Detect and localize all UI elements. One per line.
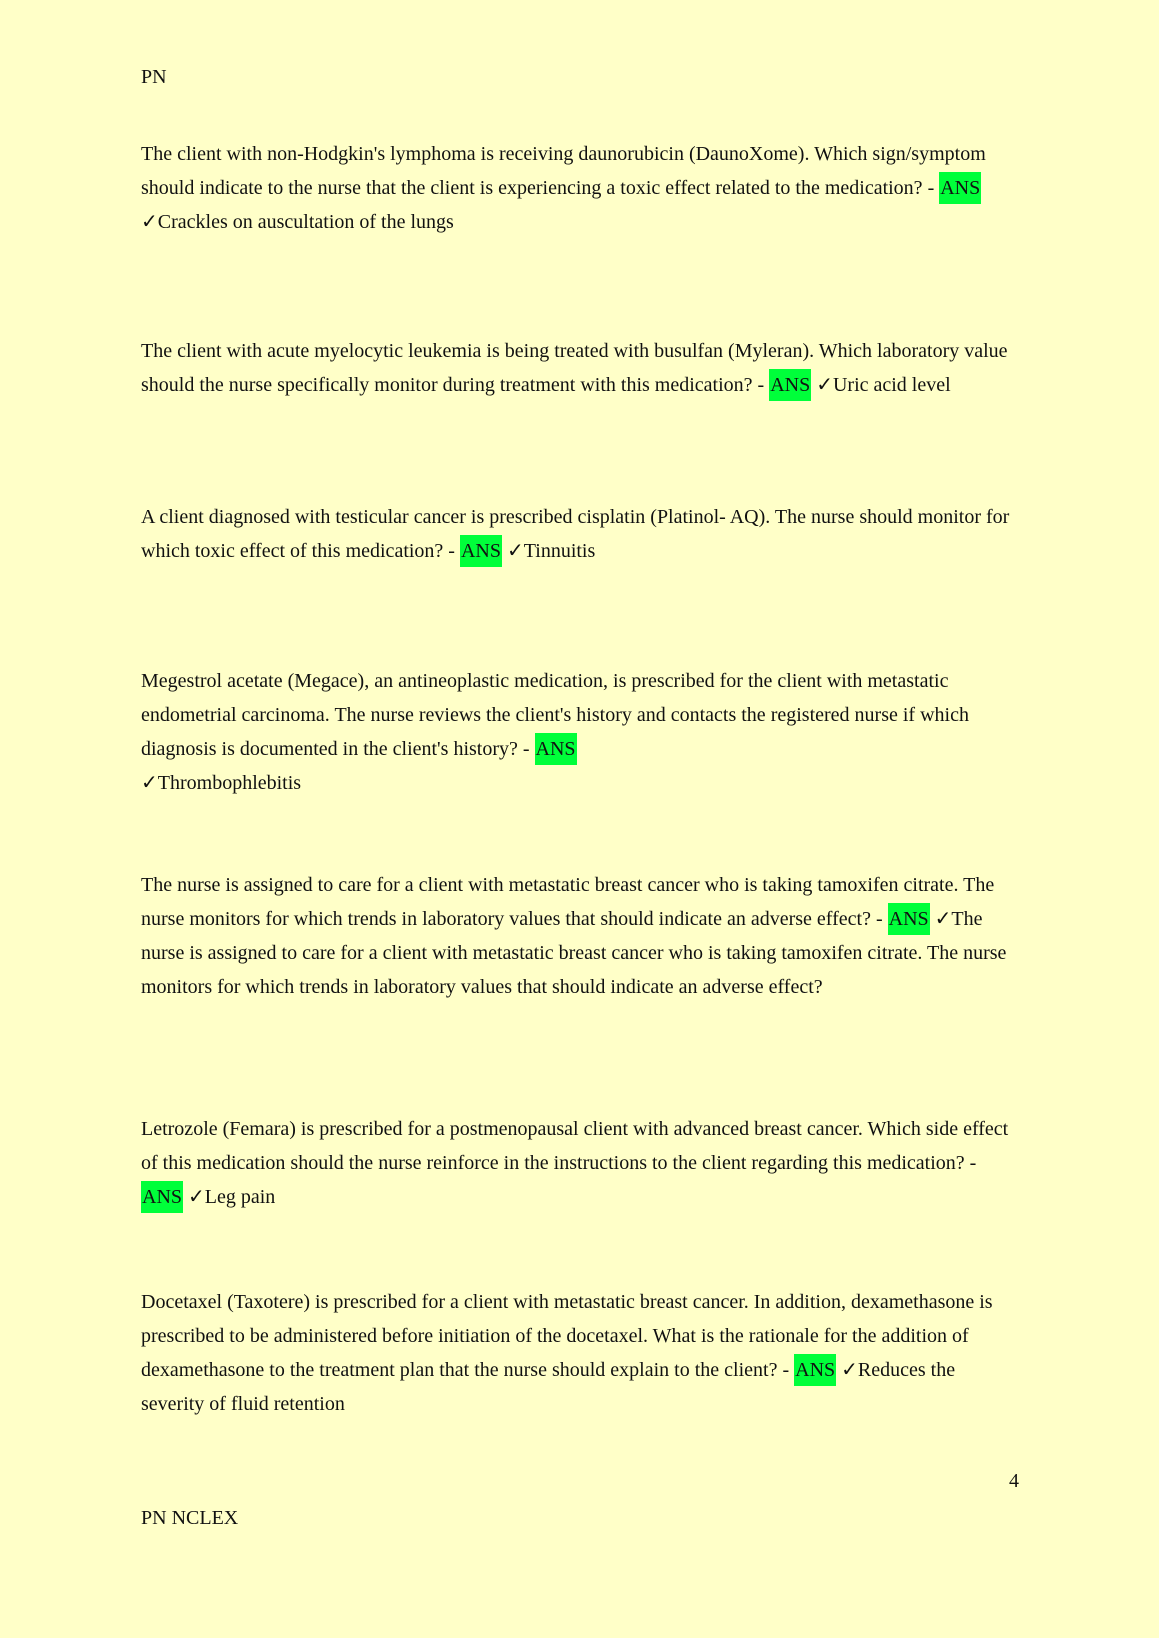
ans-highlight: ANS <box>460 535 502 567</box>
answer-text: ✓Tinnuitis <box>501 540 596 562</box>
answer-text: ✓Crackles on auscultation of the lungs <box>141 211 454 233</box>
qa-item <box>141 137 1021 239</box>
question-text: Letrozole (Femara) is prescribed for a postmenopausal client with advanced breast cancer. Which side effect of this medication should the nurse reinforce in the instructions to the client regarding this medication? - <box>141 1118 1009 1174</box>
question-text: The nurse is assigned to care for a client with metastatic breast cancer who is taking tamoxifen citrate. The nurse monitors for which trends in laboratory values that should indicate an adverse effect? - <box>141 874 995 930</box>
page-number: 4 <box>1009 1470 1019 1492</box>
answer-text: ✓The nurse is assigned to care for a client with metastatic breast cancer who is taking tamoxifen citrate. The nurse monitors for which trends in laboratory values that should indicate an adverse effect? <box>141 908 1007 998</box>
question-text: The client with acute myelocytic leukemia is being treated with busulfan (Myleran). Which laboratory value should the nurse specifically monitor during treatment with this medication? - <box>141 340 1008 396</box>
ans-highlight: ANS <box>939 172 981 204</box>
question-text: A client diagnosed with testicular cancer is prescribed cisplatin (Platinol- AQ). The nurse should monitor for which toxic effect of this medication? - <box>141 506 1010 562</box>
page-footer: PN NCLEX <box>141 1507 239 1529</box>
ans-highlight: ANS <box>141 1181 183 1213</box>
answer-text: ✓Uric acid level <box>811 374 951 396</box>
qa-item <box>141 500 1021 568</box>
answer-text: ✓Reduces the severity of fluid retention <box>141 1359 956 1415</box>
ans-highlight: ANS <box>535 733 577 765</box>
qa-item <box>141 868 1021 1004</box>
ans-highlight: ANS <box>794 1354 836 1386</box>
question-text: Megestrol acetate (Megace), an antineoplastic medication, is prescribed for the client with metastatic endometrial carcinoma. The nurse reviews the client's history and contacts the registered nurse if which diagnosis is documented in the client's history? - <box>141 670 969 760</box>
answer-text: ✓Thrombophlebitis <box>141 772 302 794</box>
qa-item <box>141 334 1021 402</box>
qa-item <box>141 1285 1021 1421</box>
question-text: Docetaxel (Taxotere) is prescribed for a client with metastatic breast cancer. In addition, dexamethasone is prescribed to be administered before initiation of the docetaxel. What is the rationale for the addition of dexamethasone to the treatment plan that the nurse should explain to the client? - <box>141 1291 993 1381</box>
qa-item <box>141 1112 1021 1214</box>
question-text: The client with non-Hodgkin's lymphoma is receiving daunorubicin (DaunoXome). Which sign/symptom should indicate to the nurse that the client is experiencing a toxic effect related to the medication? - <box>141 143 986 199</box>
ans-highlight: ANS <box>769 369 811 401</box>
answer-text: ✓Leg pain <box>183 1186 276 1208</box>
qa-item <box>141 664 1021 800</box>
ans-highlight: ANS <box>888 903 930 935</box>
page-header: PN <box>141 66 167 88</box>
